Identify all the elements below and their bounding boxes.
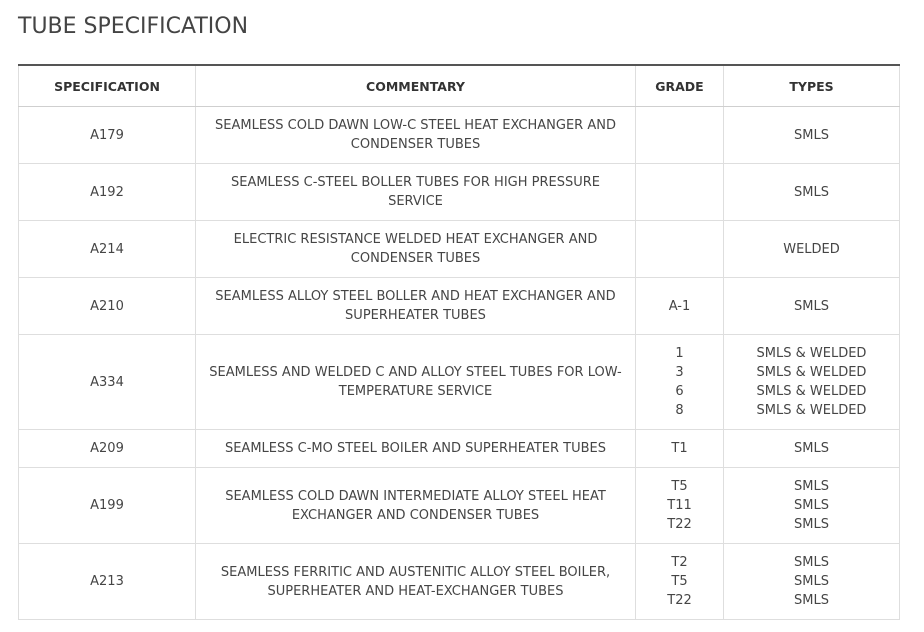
table-row xyxy=(19,221,900,278)
grade-cell xyxy=(636,335,724,430)
grade-cell xyxy=(636,221,724,278)
type-value: SMLS xyxy=(794,517,829,532)
grade-value: A-1 xyxy=(668,298,691,314)
header-specification: SPECIFICATION xyxy=(19,65,196,107)
table-row xyxy=(19,544,900,620)
spec-cell: A199 xyxy=(19,468,196,544)
spec-cell: A192 xyxy=(19,164,196,221)
table-row xyxy=(19,107,900,164)
commentary-cell: SEAMLESS C-MO STEEL BOILER AND SUPERHEATER TUBES xyxy=(196,430,636,468)
grade-cell xyxy=(636,107,724,164)
type-value: SMLS xyxy=(794,479,829,494)
grade-cell xyxy=(636,278,724,335)
table-row xyxy=(19,468,900,544)
commentary-cell: SEAMLESS ALLOY STEEL BOLLER AND HEAT EXCHANGER AND SUPERHEATER TUBES xyxy=(196,278,636,335)
spec-cell: A214 xyxy=(19,221,196,278)
grade-value: T22 xyxy=(667,593,692,608)
type-value: SMLS & WELDED xyxy=(756,403,867,418)
spec-cell: A334 xyxy=(19,335,196,430)
commentary-cell: SEAMLESS C-STEEL BOLLER TUBES FOR HIGH PRESSURE SERVICE xyxy=(196,164,636,221)
type-value: WELDED xyxy=(783,241,840,257)
grade-value: T22 xyxy=(667,517,692,532)
commentary-cell: ELECTRIC RESISTANCE WELDED HEAT EXCHANGER AND CONDENSER TUBES xyxy=(196,221,636,278)
grade-value: 8 xyxy=(675,403,684,418)
table-row xyxy=(19,430,900,468)
type-value: SMLS & WELDED xyxy=(756,346,867,361)
table-row xyxy=(19,278,900,335)
type-value: SMLS xyxy=(794,574,829,589)
spec-cell: A213 xyxy=(19,544,196,620)
types-cell xyxy=(724,335,900,430)
type-value: SMLS xyxy=(794,184,829,200)
table-body xyxy=(19,107,900,620)
table-row xyxy=(19,335,900,430)
types-cell xyxy=(724,430,900,468)
grade-cell xyxy=(636,430,724,468)
table-header xyxy=(19,65,900,107)
type-value: SMLS xyxy=(794,593,829,608)
type-value: SMLS & WELDED xyxy=(756,384,867,399)
commentary-cell: SEAMLESS AND WELDED C AND ALLOY STEEL TUBES FOR LOW-TEMPERATURE SERVICE xyxy=(196,335,636,430)
type-value: SMLS xyxy=(794,498,829,513)
commentary-cell: SEAMLESS COLD DAWN LOW-C STEEL HEAT EXCHANGER AND CONDENSER TUBES xyxy=(196,107,636,164)
tube-specification-table xyxy=(18,64,900,620)
types-cell xyxy=(724,544,900,620)
spec-cell: A179 xyxy=(19,107,196,164)
types-cell xyxy=(724,278,900,335)
grade-cell xyxy=(636,468,724,544)
grade-value: 6 xyxy=(675,384,684,399)
header-grade: GRADE xyxy=(636,65,724,107)
grade-value: T1 xyxy=(671,441,688,456)
grade-value: T5 xyxy=(671,479,688,494)
commentary-cell: SEAMLESS COLD DAWN INTERMEDIATE ALLOY STEEL HEAT EXCHANGER AND CONDENSER TUBES xyxy=(196,468,636,544)
types-cell xyxy=(724,164,900,221)
grade-value: T2 xyxy=(671,555,688,570)
table-row xyxy=(19,164,900,221)
header-commentary: COMMENTARY xyxy=(196,65,636,107)
type-value: SMLS xyxy=(794,127,829,143)
types-cell xyxy=(724,468,900,544)
type-value: SMLS xyxy=(794,555,829,570)
header-types: TYPES xyxy=(724,65,900,107)
type-value: SMLS xyxy=(794,441,829,456)
types-cell xyxy=(724,221,900,278)
header-row xyxy=(19,65,900,107)
grade-value: T11 xyxy=(667,498,692,513)
spec-cell: A210 xyxy=(19,278,196,335)
type-value: SMLS & WELDED xyxy=(756,365,867,380)
grade-value: 3 xyxy=(675,365,684,380)
grade-value: T5 xyxy=(671,574,688,589)
grade-cell xyxy=(636,544,724,620)
types-cell xyxy=(724,107,900,164)
grade-cell xyxy=(636,164,724,221)
spec-cell: A209 xyxy=(19,430,196,468)
type-value: SMLS xyxy=(794,298,829,314)
page-title: TUBE SPECIFICATION xyxy=(18,14,249,39)
grade-value: 1 xyxy=(675,346,684,361)
commentary-cell: SEAMLESS FERRITIC AND AUSTENITIC ALLOY STEEL BOILER, SUPERHEATER AND HEAT-EXCHANGER TUBES xyxy=(196,544,636,620)
